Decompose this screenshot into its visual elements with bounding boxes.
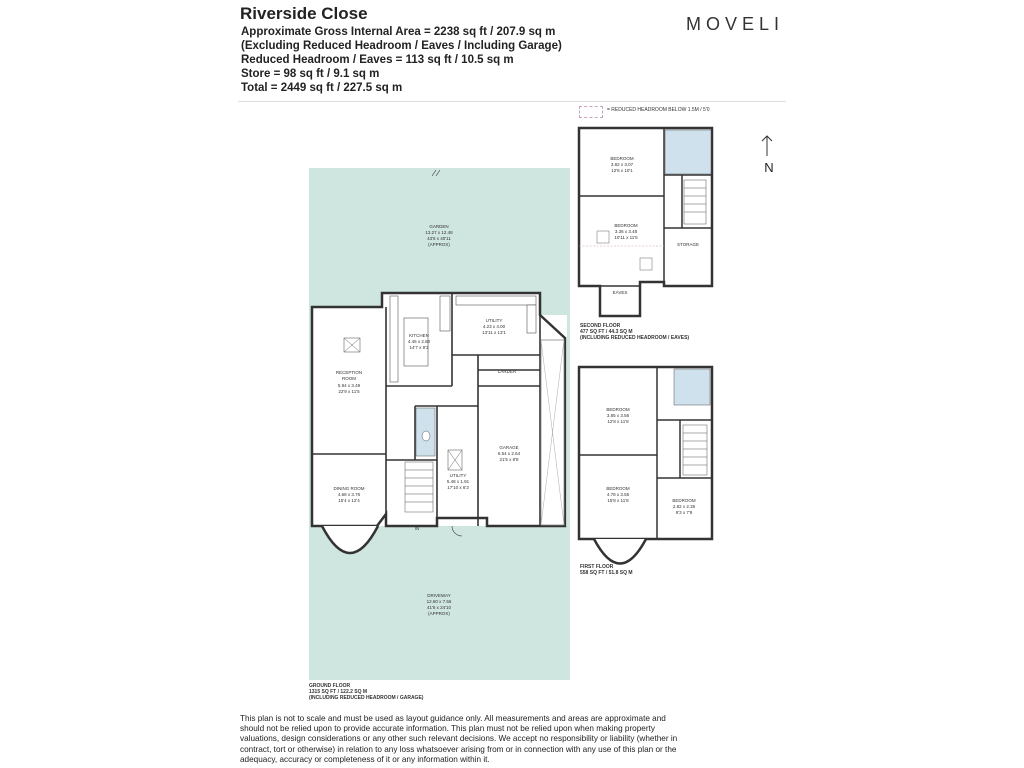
utility-label: UTILITY [485,318,503,323]
second-floor-plan [579,128,712,316]
ff-bedroom2-dim-imperial: 15'8 x 11'8 [607,498,629,503]
legend-text: = REDUCED HEADROOM BELOW 1.5M / 5'0 [607,107,710,113]
sf-bedroom2-dim-metric: 3.36 x 3.48 [614,229,638,234]
garage-label: GARAGE [499,445,519,450]
kitchen-label: KITCHEN [409,333,429,338]
reception-label: RECEPTION [335,370,363,375]
ff-bedroom3-dim-metric: 2.82 x 2.35 [672,504,696,509]
dining-label: DINING ROOM [333,486,365,491]
first-floor-plan [579,367,712,564]
entry-label: IN [414,526,420,531]
utility-dim-metric: 4.23 x 4.00 [482,324,506,329]
dining-dim-metric: 4.68 x 3.76 [337,492,361,497]
driveway-label: DRIVEWAY [427,593,451,598]
garage-dim-metric: 6.54 x 2.64 [497,451,521,456]
driveway-dim-metric: 12.60 x 7.56 [426,599,452,604]
ground-floor-label: GROUND FLOOR 1315 SQ FT / 122.2 SQ M (INCLUDING REDUCED HEADROOM / GARAGE) [309,683,424,701]
reception-dim-metric: 5.94 x 3.49 [337,383,361,388]
garden-note: (APPROX) [428,242,450,247]
ff-bedroom2-label: BEDROOM [606,486,630,491]
eaves-label: EAVES [612,290,628,295]
disclaimer-text: This plan is not to scale and must be used as layout guidance only. All measurements and areas are approximate and should not be relied upon to provide accurate information. This plan must not be relied upon when making property valuations, design considerations or any other such relevant decisions. We accept no responsibility or liability (whether in contract, tort or otherwise) in relation to any loss whatsoever arising from or in connection with any use of this plan or the adequacy, accuracy or completeness of it or any information within it. [240,714,678,764]
exclusion-line: (Excluding Reduced Headroom / Eaves / Including Garage) [241,40,562,52]
moveli-logo: MOVELI [686,14,785,34]
utility2-label: UTILITY [449,473,467,478]
ff-bedroom1-dim-metric: 3.85 x 3.56 [606,413,630,418]
utility2-dim-metric: 5.48 x 1.91 [446,479,470,484]
sf-bedroom1-dim-metric: 3.82 x 3.07 [610,162,634,167]
sf-bedroom1-label: BEDROOM [610,156,634,161]
garage-dim-imperial: 21'5 x 8'8 [499,457,519,462]
second-floor-label: SECOND FLOOR 477 SQ FT / 44.3 SQ M (INCLUDING REDUCED HEADROOM / EAVES) [580,323,690,341]
ff-bedroom1-dim-imperial: 12'8 x 11'8 [607,419,629,424]
kitchen-dim-imperial: 14'7 x 9'3 [409,345,429,350]
larder-label: LARDER [497,369,517,374]
garden-dim-metric: 13.27 x 12.48 [425,230,453,235]
ff-bedroom2-dim-metric: 4.78 x 3.55 [606,492,630,497]
first-floor-label: FIRST FLOOR 558 SQ FT / 51.8 SQ M [580,564,633,576]
garden-label: GARDEN [429,224,449,229]
property-title: Riverside Close [240,4,368,23]
north-arrow-icon [762,136,772,156]
kitchen-dim-metric: 4.45 x 2.80 [407,339,431,344]
ff-bedroom1-label: BEDROOM [606,407,630,412]
utility2-dim-imperial: 17'10 x 6'3 [447,485,469,490]
first-bay-window [594,539,646,564]
ff-bedroom3-label: BEDROOM [672,498,696,503]
gross-area-line: Approximate Gross Internal Area = 2238 sq ft / 207.9 sq m [241,26,556,38]
storage-label: STORAGE [677,242,699,247]
driveway-note: (APPROX) [428,611,450,616]
driveway-dim-imperial: 41'6 x 24'10 [427,605,451,610]
reception-dim-imperial: 22'9 x 11'5 [338,389,360,394]
sf-bedroom1-dim-imperial: 12'6 x 10'1 [611,168,633,173]
ff-bedroom3-dim-imperial: 9'3 x 7'9 [675,510,693,515]
total-line: Total = 2449 sq ft / 227.5 sq m [241,82,403,94]
sf-bedroom2-label: BEDROOM [614,223,638,228]
garden-dim-imperial: 43'6 x 40'11 [427,236,451,241]
store-line: Store = 98 sq ft / 9.1 sq m [241,68,380,80]
reduced-headroom-line: Reduced Headroom / Eaves = 113 sq ft / 10.5 sq m [241,54,514,66]
north-label: N [764,160,774,175]
dining-dim-imperial: 15'4 x 12'4 [338,498,360,503]
ground-floor-plan [309,168,570,680]
utility-dim-imperial: 13'11 x 13'1 [482,330,506,335]
sf-bedroom2-dim-imperial: 10'11 x 11'5 [614,235,638,240]
reception-label-2: ROOM [342,376,356,381]
